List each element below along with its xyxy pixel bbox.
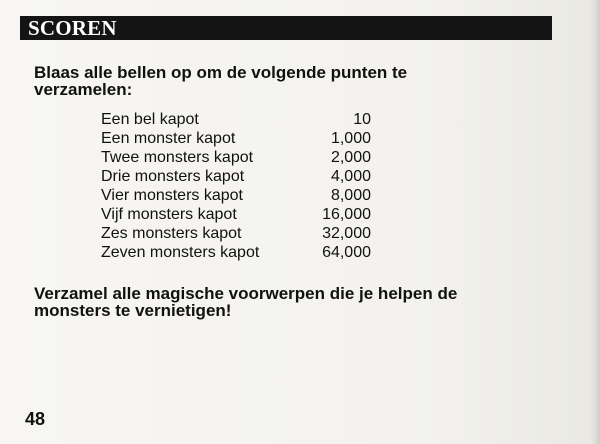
score-label: Een bel kapot: [101, 111, 199, 128]
score-row: [101, 129, 371, 148]
score-points: 32,000: [322, 225, 371, 242]
page-edge-shadow: [590, 0, 600, 444]
score-points: 10: [353, 111, 371, 128]
score-points: 16,000: [322, 206, 371, 223]
section-header-bar: [20, 16, 552, 40]
score-points: 8,000: [330, 187, 371, 204]
score-table: [101, 110, 371, 262]
outro-text: Verzamel alle magische voorwerpen die je helpen de monsters te vernietigen!: [34, 284, 458, 320]
section-title: SCOREN: [28, 16, 117, 40]
score-row: [101, 243, 371, 262]
score-row: [101, 167, 371, 186]
page-number: 48: [25, 409, 46, 429]
intro-text: Blaas alle bellen op om de volgende punten te verzamelen:: [34, 63, 408, 99]
score-points: 4,000: [330, 168, 371, 185]
score-row: [101, 148, 371, 167]
score-label: Zes monsters kapot: [101, 225, 242, 242]
score-points: 1,000: [330, 130, 371, 147]
score-label: Vier monsters kapot: [101, 187, 243, 204]
score-label: Een monster kapot: [101, 130, 236, 147]
score-row: [101, 186, 371, 205]
score-row: [101, 205, 371, 224]
score-row: [101, 224, 371, 243]
score-label: Drie monsters kapot: [101, 168, 245, 185]
score-points: 2,000: [330, 149, 371, 166]
score-label: Zeven monsters kapot: [101, 244, 260, 261]
score-label: Twee monsters kapot: [101, 149, 254, 166]
score-row: [101, 110, 371, 129]
score-label: Vijf monsters kapot: [101, 206, 237, 223]
score-points: 64,000: [322, 244, 371, 261]
